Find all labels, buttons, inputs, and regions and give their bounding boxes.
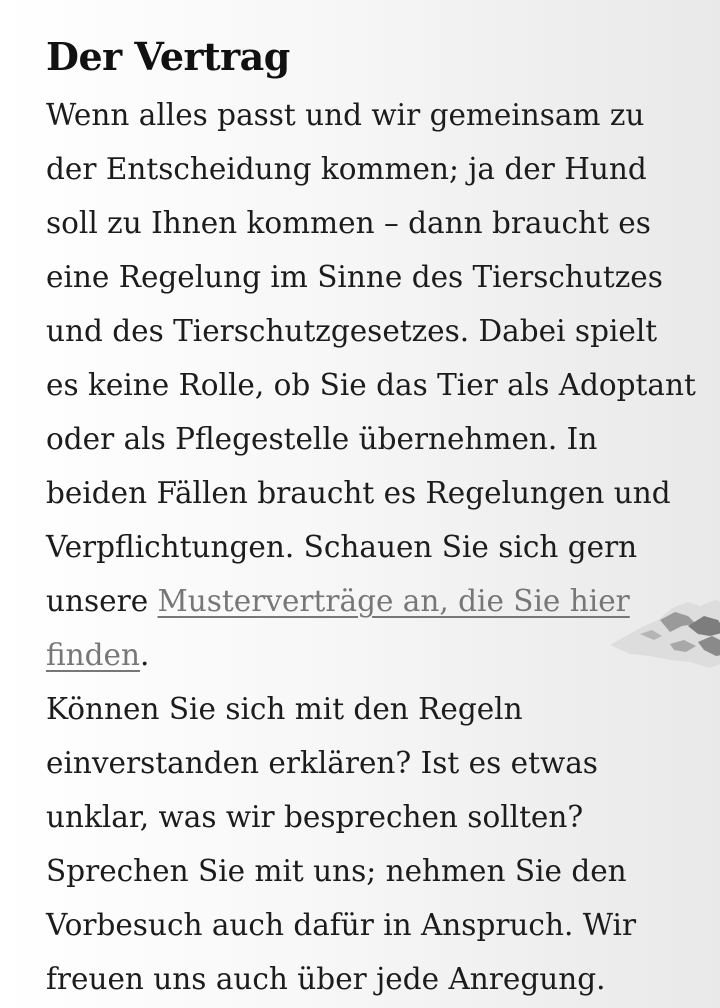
text-line: Verpflichtungen. Schauen Sie sich gern — [46, 530, 638, 564]
contract-templates-link-continued[interactable]: finden — [46, 638, 141, 672]
text-line: beiden Fällen braucht es Regelungen und — [46, 476, 671, 510]
article-title: Der Vertrag — [46, 34, 290, 79]
link-prefix: unsere — [46, 584, 158, 618]
text-line: soll zu Ihnen kommen – dann braucht es — [46, 206, 651, 240]
text-line: oder als Pflegestelle übernehmen. In — [46, 422, 598, 456]
text-line: Sprechen Sie mit uns; nehmen Sie den — [46, 854, 627, 888]
text-line: Vorbesuch auch dafür in Anspruch. Wir — [46, 908, 637, 942]
link-suffix: . — [140, 638, 150, 672]
text-line-with-link — [46, 574, 686, 628]
text-line: Wenn alles passt und wir gemeinsam zu — [46, 98, 645, 132]
text-line: unklar, was wir besprechen sollten? — [46, 800, 584, 834]
text-line: freuen uns auch über jede Anregung. — [46, 962, 606, 996]
paragraph-contract-intro — [46, 88, 696, 682]
text-line-with-link — [46, 628, 686, 682]
contract-templates-link[interactable]: Musterverträge an, die Sie hier — [157, 584, 630, 618]
text-line: und des Tierschutzgesetzes. Dabei spielt — [46, 314, 658, 348]
paragraph-questions — [46, 682, 686, 1006]
text-line: der Entscheidung kommen; ja der Hund — [46, 152, 647, 186]
text-line: es keine Rolle, ob Sie das Tier als Adoptant — [46, 368, 696, 402]
text-line: eine Regelung im Sinne des Tierschutzes — [46, 260, 663, 294]
article — [46, 30, 696, 1006]
text-line: einverstanden erklären? Ist es etwas — [46, 746, 598, 780]
text-line: Können Sie sich mit den Regeln — [46, 692, 523, 726]
mountain-watercolor-icon — [600, 590, 720, 690]
